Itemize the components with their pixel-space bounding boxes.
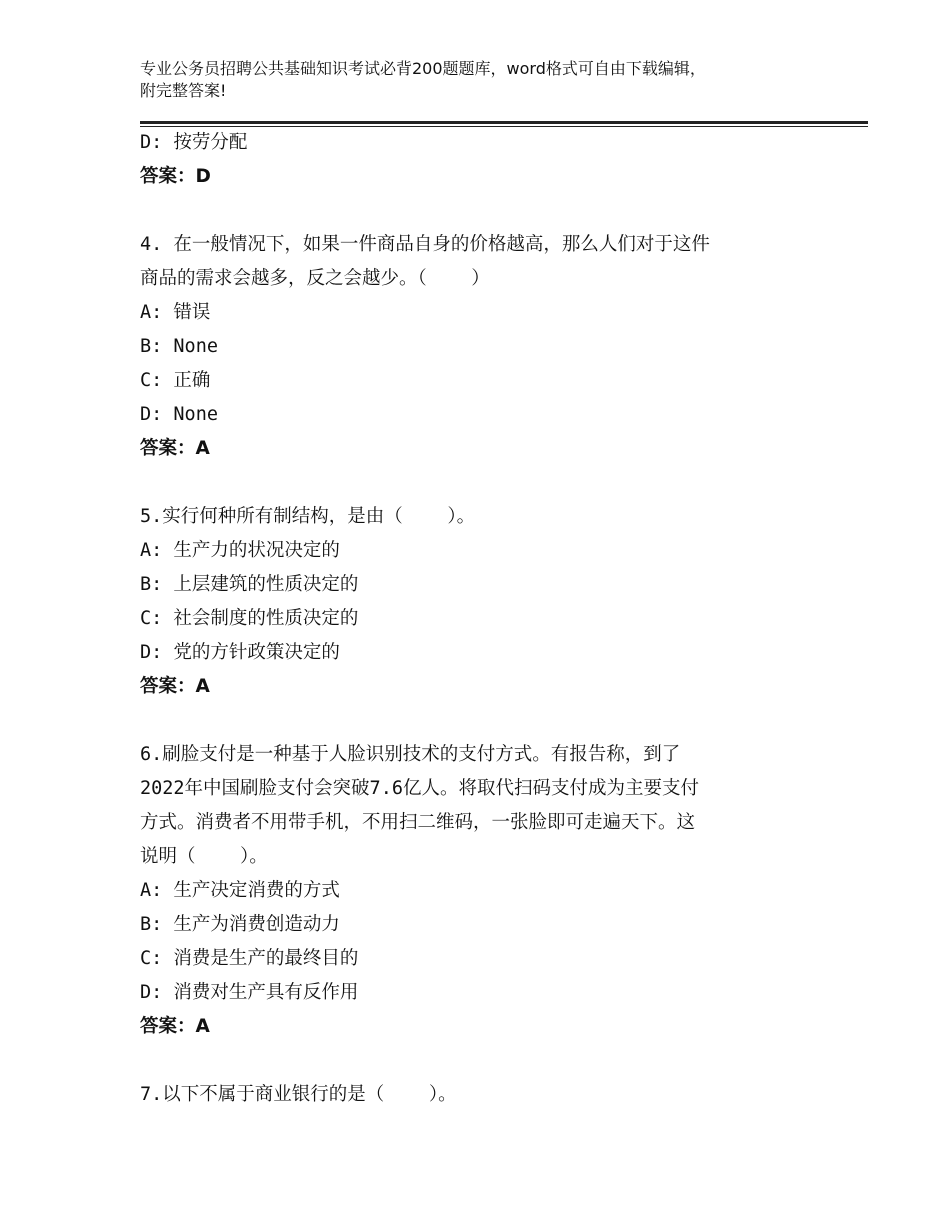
spacer xyxy=(140,704,830,738)
q4-option-a: A: 错误 xyxy=(140,302,211,323)
question-content xyxy=(140,126,830,1112)
q5-option-b: B: 上层建筑的性质决定的 xyxy=(140,574,359,595)
q6-option-c: C: 消费是生产的最终目的 xyxy=(140,948,359,969)
q4-stem-line-1: 4. 在一般情况下，如果一件商品自身的价格越高，那么人们对于这件 xyxy=(140,234,710,255)
spacer xyxy=(140,1044,830,1078)
q6-option-b: B: 生产为消费创造动力 xyxy=(140,914,340,935)
question-6 xyxy=(140,738,830,1044)
q5-option-d: D: 党的方针政策决定的 xyxy=(140,642,340,663)
q6-stem-line-1: 6.刷脸支付是一种基于人脸识别技术的支付方式。有报告称，到了 xyxy=(140,744,681,765)
question-3-fragment xyxy=(140,126,830,194)
q5-stem-line-1: 5.实行何种所有制结构，是由（ ）。 xyxy=(140,506,476,527)
q6-stem-line-2: 2022年中国刷脸支付会突破7.6亿人。将取代扫码支付成为主要支付 xyxy=(140,778,699,799)
spacer xyxy=(140,466,830,500)
header-divider-thick xyxy=(140,121,868,124)
q4-option-d: D: None xyxy=(140,404,218,425)
q7-stem-line-1: 7.以下不属于商业银行的是（ ）。 xyxy=(140,1084,457,1105)
q6-stem-line-4: 说明（ ）。 xyxy=(140,846,268,867)
question-5 xyxy=(140,500,830,704)
spacer xyxy=(140,194,830,228)
question-4 xyxy=(140,228,830,466)
q5-option-a: A: 生产力的状况决定的 xyxy=(140,540,340,561)
header-line-2: 附完整答案! xyxy=(140,81,227,100)
q6-option-a: A: 生产决定消费的方式 xyxy=(140,880,340,901)
q5-option-c: C: 社会制度的性质决定的 xyxy=(140,608,359,629)
question-7 xyxy=(140,1078,830,1112)
q4-option-c: C: 正确 xyxy=(140,370,211,391)
q6-answer: 答案：A xyxy=(140,1016,210,1037)
q6-stem-line-3: 方式。消费者不用带手机，不用扫二维码，一张脸即可走遍天下。这 xyxy=(140,812,696,833)
q3-answer: 答案：D xyxy=(140,166,211,187)
page-header xyxy=(140,58,860,102)
header-line-1: 专业公务员招聘公共基础知识考试必背200题题库，word格式可自由下载编辑， xyxy=(140,59,706,78)
q5-answer: 答案：A xyxy=(140,676,210,697)
q3-option-d: D: 按劳分配 xyxy=(140,132,248,153)
q4-answer: 答案：A xyxy=(140,438,210,459)
q6-option-d: D: 消费对生产具有反作用 xyxy=(140,982,359,1003)
q4-stem-line-2: 商品的需求会越多，反之会越少。（ ） xyxy=(140,268,490,289)
q4-option-b: B: None xyxy=(140,336,218,357)
